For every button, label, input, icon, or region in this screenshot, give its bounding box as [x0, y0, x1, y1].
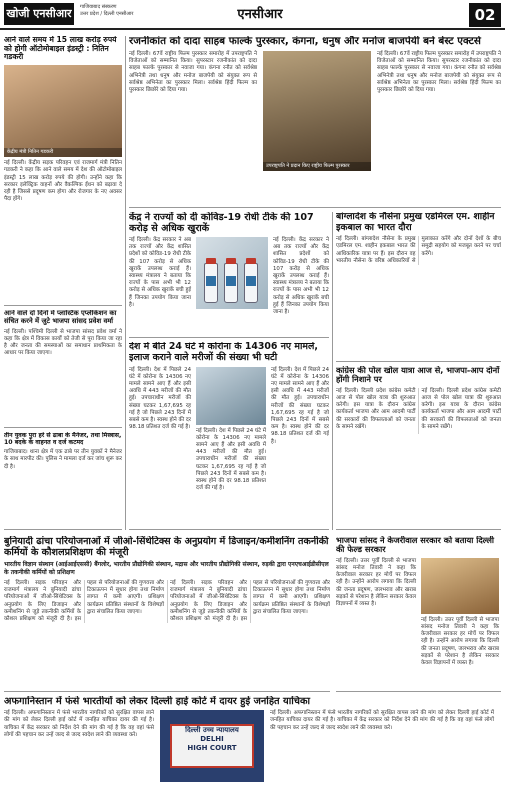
section-label: एनसीआर — [237, 7, 283, 22]
headline: अफगानिस्तान में फंसे भारतीयों को लेकर दिल्ली हाई कोर्ट में दायर हुई जनहित याचिका — [4, 696, 311, 707]
story-body: नई दिल्ली। अफगानिस्तान में फंसे भारतीय नागरिकों को सुरक्षित वापस लाने की मांग को लेकर दिल्ली हाई कोर्ट में जनहित याचिका दायर की गई है। याचिका में केंद्र सरकार को निर्देश देने की मांग की गई है कि वह वहां फंसे लोगों की पहचान कर उन्हें जल्द से जल्द स्वदेश लाने की व्यवस्था करे। — [270, 710, 494, 731]
story-body: नई दिल्ली। देश में पिछले 24 घंटे में कोरोना के 14306 नए मामले सामने आए हैं और इसी अवधि में 443 मरीजों की मौत हुई। उपचाराधीन मरीजों की संख्या घटकर 1,67,695 रह गई है जो पिछले 243 दिनों में सबसे कम है। स्वस्थ होने की दर 98.18 प्रतिशत दर्ज की गई है। — [196, 427, 266, 492]
story-rajinikanth — [129, 36, 501, 208]
story-pravesh-verma — [4, 310, 122, 428]
story-congress-yatra — [336, 366, 501, 530]
story-body: नई दिल्ली। केंद्रीय सड़क परिवहन एवं राजमार्ग मंत्री नितिन गडकरी ने कहा कि आने वाले समय में देश की ऑटोमोबाइल इंडस्ट्री 15 लाख करोड़ रुपये की होगी। उन्होंने कहा कि सरकार इलेक्ट्रिक वाहनों और वैकल्पिक ईंधन को बढ़ावा दे रही है जिससे प्रदूषण कम होगा और रोजगार के नए अवसर पैदा होंगे। — [4, 160, 122, 203]
story-afghan-pil — [4, 696, 501, 796]
story-body: नई दिल्ली। सड़क परिवहन और राजमार्ग मंत्रालय ने बुनियादी ढांचा परियोजनाओं में जीओ-सिंथेटिक्स के अनुप्रयोग के लिए डिजाइन और कमीशनिंग से जुड़े तकनीकी कर्मियों के कौशल प्रशिक्षण को मंजूरी दी है। इस पहल से परियोजनाओं की गुणवत्ता और टिकाऊपन में सुधार होगा तथा निर्माण लागत में कमी आएगी। प्रशिक्षण कार्यक्रम प्रतिष्ठित संस्थानों के विशेषज्ञों द्वारा संचालित किया जाएगा। — [170, 580, 330, 623]
headline: केंद्र ने राज्यों को दी कोविड-19 रोधी टीके की 107 करोड़ से अधिक खुराकें — [129, 212, 314, 235]
photo-gadkari — [4, 65, 122, 157]
court-sign-line1: दिल्ली उच्च न्यायालय — [185, 726, 239, 735]
edition-meta-line2: उत्तर प्रदेश / दिल्ली एनसीआर — [80, 11, 134, 17]
story-body: नई दिल्ली। देश में पिछले 24 घंटे में कोरोना के 14306 नए मामले सामने आए हैं और इसी अवधि में 443 मरीजों की मौत हुई। उपचाराधीन मरीजों की संख्या घटकर 1,67,695 रह गई है जो पिछले 243 दिनों में सबसे कम है। स्वस्थ होने की दर 98.18 प्रतिशत दर्ज की गई है। — [129, 366, 191, 431]
story-covid-cases — [129, 342, 329, 530]
headline: रजनीकांत को दादा साहब फाल्के पुरस्कार, कंगना, धनुष और मनोज बाजपेयी बने बेस्ट एक्टर्स — [129, 36, 481, 47]
photo-vaccine — [196, 237, 268, 309]
headline: तीन युवक पुरा हरे से ढाबा के मैनेजर, तथा मिस्त्रास, 10 बदके के वाहनत व दर्ज कटमद — [4, 432, 122, 447]
photo-award-ceremony — [263, 51, 371, 171]
photo-caption: उपराष्ट्रपति ने प्रदान किए राष्ट्रीय फिल्म पुरस्कार — [263, 162, 371, 171]
story-body: नई दिल्ली। केंद्र सरकार ने अब तक राज्यों और केंद्र शासित प्रदेशों को कोविड-19 रोधी टीके की 107 करोड़ से अधिक खुराकें उपलब्ध कराई हैं। स्वास्थ्य मंत्रालय ने बताया कि राज्यों के पास अभी भी 12 करोड़ से अधिक खुराकें बची हुई हैं जिनका उपयोग किया जाना है। — [129, 237, 191, 308]
story-body: गाजियाबाद। थाना क्षेत्र में एक ढाबे पर तीन युवकों ने मैनेजर के साथ मारपीट की। पुलिस ने मामला दर्ज कर जांच शुरू कर दी है। — [4, 449, 122, 470]
court-sign-line2: DELHI — [200, 735, 224, 744]
masthead-brand: खोजी एनसीआर — [4, 3, 74, 25]
vaccine-vial-icon — [224, 263, 238, 303]
photo-caption: केंद्रीय मंत्री नितिन गडकरी — [4, 148, 122, 157]
story-body: नई दिल्ली। देश में पिछले 24 घंटे में कोरोना के 14306 नए मामले सामने आए हैं और इसी अवधि में 443 मरीजों की मौत हुई। उपचाराधीन मरीजों की संख्या घटकर 1,67,695 रह गई है जो पिछले 243 दिनों में सबसे कम है। स्वस्थ होने की दर 98.18 प्रतिशत दर्ज की गई है। — [271, 366, 329, 445]
story-bangladesh-navy — [336, 212, 501, 362]
story-body: नई दिल्ली। उत्तर पूर्वी दिल्ली से भाजपा सांसद मनोज तिवारी ने कहा कि केजरीवाल सरकार हर मोर्चे पर विफल रही है। उन्होंने आरोप लगाया कि दिल्ली की जनता प्रदूषण, जलभराव और खराब सड़कों से परेशान है लेकिन सरकार केवल विज्ञापनों में व्यस्त है। — [336, 557, 416, 608]
edition-meta — [80, 4, 200, 18]
story-body: नई दिल्ली। सड़क परिवहन और राजमार्ग मंत्रालय ने बुनियादी ढांचा परियोजनाओं में जीओ-सिंथेटिक्स के अनुप्रयोग के लिए डिजाइन और कमीशनिंग से जुड़े तकनीकी कर्मियों के कौशल प्रशिक्षण को मंजूरी दी है। इस पहल से परियोजनाओं की गुणवत्ता और टिकाऊपन में सुधार होगा तथा निर्माण लागत में कमी आएगी। प्रशिक्षण कार्यक्रम प्रतिष्ठित संस्थानों के विशेषज्ञों द्वारा संचालित किया जाएगा। — [4, 580, 164, 623]
headline: भाजपा सांसद ने केजरीवाल सरकार को बताया दिल्ली की फेल्ड सरकार — [336, 536, 495, 555]
court-sign-line3: HIGH COURT — [187, 744, 237, 753]
story-body-part: नई दिल्ली। 67वें राष्ट्रीय फिल्म पुरस्कार समारोह में उपराष्ट्रपति ने विजेताओं को सम्मानित किया। सुपरस्टार रजनीकांत को दादा साहब फाल्के पुरस्कार से नवाजा गया। कंगना रनौत को सर्वश्रेष्ठ अभिनेत्री तथा धनुष और मनोज बाजपेयी को संयुक्त रूप से सर्वश्रेष्ठ अभिनेता का पुरस्कार मिला। सर्वश्रेष्ठ हिंदी फिल्म का पुरस्कार छिछोरे को दिया गया। — [377, 50, 501, 93]
column-rule — [125, 36, 126, 530]
page-header — [0, 0, 505, 30]
story-geosynthetics — [4, 536, 330, 692]
vaccine-vial-icon — [204, 263, 218, 303]
headline: कांग्रेस की पोल खोल यात्रा आज से, भाजपा-आप दोनों होंगी निशाने पर — [336, 366, 500, 385]
story-body: नई दिल्ली। उत्तर पूर्वी दिल्ली से भाजपा सांसद मनोज तिवारी ने कहा कि केजरीवाल सरकार हर मोर्चे पर विफल रही है। उन्होंने आरोप लगाया कि दिल्ली की जनता प्रदूषण, जलभराव और खराब सड़कों से परेशान है लेकिन सरकार केवल विज्ञापनों में व्यस्त है। — [421, 616, 499, 667]
photo-manoj-tiwari — [421, 558, 499, 614]
page-number: 02 — [469, 3, 501, 27]
headline: देश में बीते 24 घंटे में कोरोना के 14306 नए मामले, इलाज कराने वाले मरीजों की संख्या भी घटी — [129, 342, 318, 363]
headline: आने वाले दो दिनों में प्लास्टिक एप्लीकेशन का संचित करने में जुटे भाजपा सांसद प्रवेश वर्मा — [4, 310, 117, 325]
court-sign-icon — [170, 724, 254, 768]
story-body-part: नई दिल्ली। 67वें राष्ट्रीय फिल्म पुरस्कार समारोह में उपराष्ट्रपति ने विजेताओं को सम्मानित किया। सुपरस्टार रजनीकांत को दादा साहब फाल्के पुरस्कार से नवाजा गया। कंगना रनौत को सर्वश्रेष्ठ अभिनेत्री तथा धनुष और मनोज बाजपेयी को संयुक्त रूप से सर्वश्रेष्ठ अभिनेता का पुरस्कार मिला। सर्वश्रेष्ठ हिंदी फिल्म का पुरस्कार छिछोरे को दिया गया। — [129, 50, 257, 93]
edition-meta-line1: गाजियाबाद संस्करण — [80, 4, 117, 10]
story-manoj-tiwari — [336, 536, 501, 692]
story-body: नई दिल्ली। बांग्लादेश नौसेना के प्रमुख एडमिरल एम. शाहीन इकबाल भारत की आधिकारिक यात्रा पर हैं। इस दौरान वह भारतीय नौसेना के वरिष्ठ अधिकारियों से मुलाकात करेंगे और दोनों देशों के बीच समुद्री सहयोग को मजबूत करने पर चर्चा करेंगे। — [336, 236, 501, 264]
subhead: भारतीय विज्ञान संस्थान (आईआईएससी) बैंगलोर, भारतीय प्रौद्योगिकी संस्थान, मद्रास और भारतीय प्रौद्योगिकी संस्थान, रुड़की द्वारा एनएचआईडीसीएल के तकनीकी कर्मियों को प्रशिक्षण — [4, 561, 329, 577]
headline: आने वाले समय में 15 लाख करोड़ रुपये को होगी ऑटोमोबाइल इंडस्ट्री : नितिन गडकरी — [4, 36, 117, 62]
story-body: नई दिल्ली। दिल्ली प्रदेश कांग्रेस कमेटी आज से पोल खोल यात्रा की शुरुआत करेगी। इस यात्रा के दौरान कांग्रेस कार्यकर्ता भाजपा और आम आदमी पार्टी की सरकारों की विफलताओं को जनता के सामने रखेंगे। — [421, 387, 501, 430]
headline: बुनियादी ढांचा परियोजनाओं में जीओ-सिंथेटिक्स के अनुप्रयोग में डिजाइन/कमीशनिंग तकनीकी कर्मियों के कौशलप्रशिक्षण की मंजूरी — [4, 536, 329, 559]
story-body: नई दिल्ली। दिल्ली प्रदेश कांग्रेस कमेटी आज से पोल खोल यात्रा की शुरुआत करेगी। इस यात्रा के दौरान कांग्रेस कार्यकर्ता भाजपा और आम आदमी पार्टी की सरकारों की विफलताओं को जनता के सामने रखेंगे। — [336, 387, 416, 430]
headline: बांग्लादेश के नौसेना प्रमुख एडमिरल एम. शाहीन इकबाल का भारत दौरा — [336, 212, 495, 233]
photo-delhi-high-court — [160, 710, 264, 782]
story-body: नई दिल्ली। अफगानिस्तान में फंसे भारतीय नागरिकों को सुरक्षित वापस लाने की मांग को लेकर दिल्ली हाई कोर्ट में जनहित याचिका दायर की गई है। याचिका में केंद्र सरकार को निर्देश देने की मांग की गई है कि वह वहां फंसे लोगों की पहचान कर उन्हें जल्द से जल्द स्वदेश लाने की व्यवस्था करे। — [4, 710, 154, 738]
vaccine-vial-icon — [244, 263, 258, 303]
story-covid-vaccine — [129, 212, 329, 338]
story-dhaba — [4, 432, 122, 530]
photo-covid-ward — [196, 367, 266, 425]
story-body: नई दिल्ली। केंद्र सरकार ने अब तक राज्यों और केंद्र शासित प्रदेशों को कोविड-19 रोधी टीके की 107 करोड़ से अधिक खुराकें उपलब्ध कराई हैं। स्वास्थ्य मंत्रालय ने बताया कि राज्यों के पास अभी भी 12 करोड़ से अधिक खुराकें बची हुई हैं जिनका उपयोग किया जाना है। — [273, 237, 329, 316]
story-body: नई दिल्ली। पश्चिमी दिल्ली से भाजपा सांसद प्रवेश वर्मा ने कहा कि क्षेत्र में विकास कार्यों को तेजी से पूरा किया जा रहा है और जनता की समस्याओं का समाधान प्राथमिकता के आधार पर किया जाएगा। — [4, 328, 122, 357]
story-gadkari — [4, 36, 122, 306]
column-rule — [332, 212, 333, 530]
